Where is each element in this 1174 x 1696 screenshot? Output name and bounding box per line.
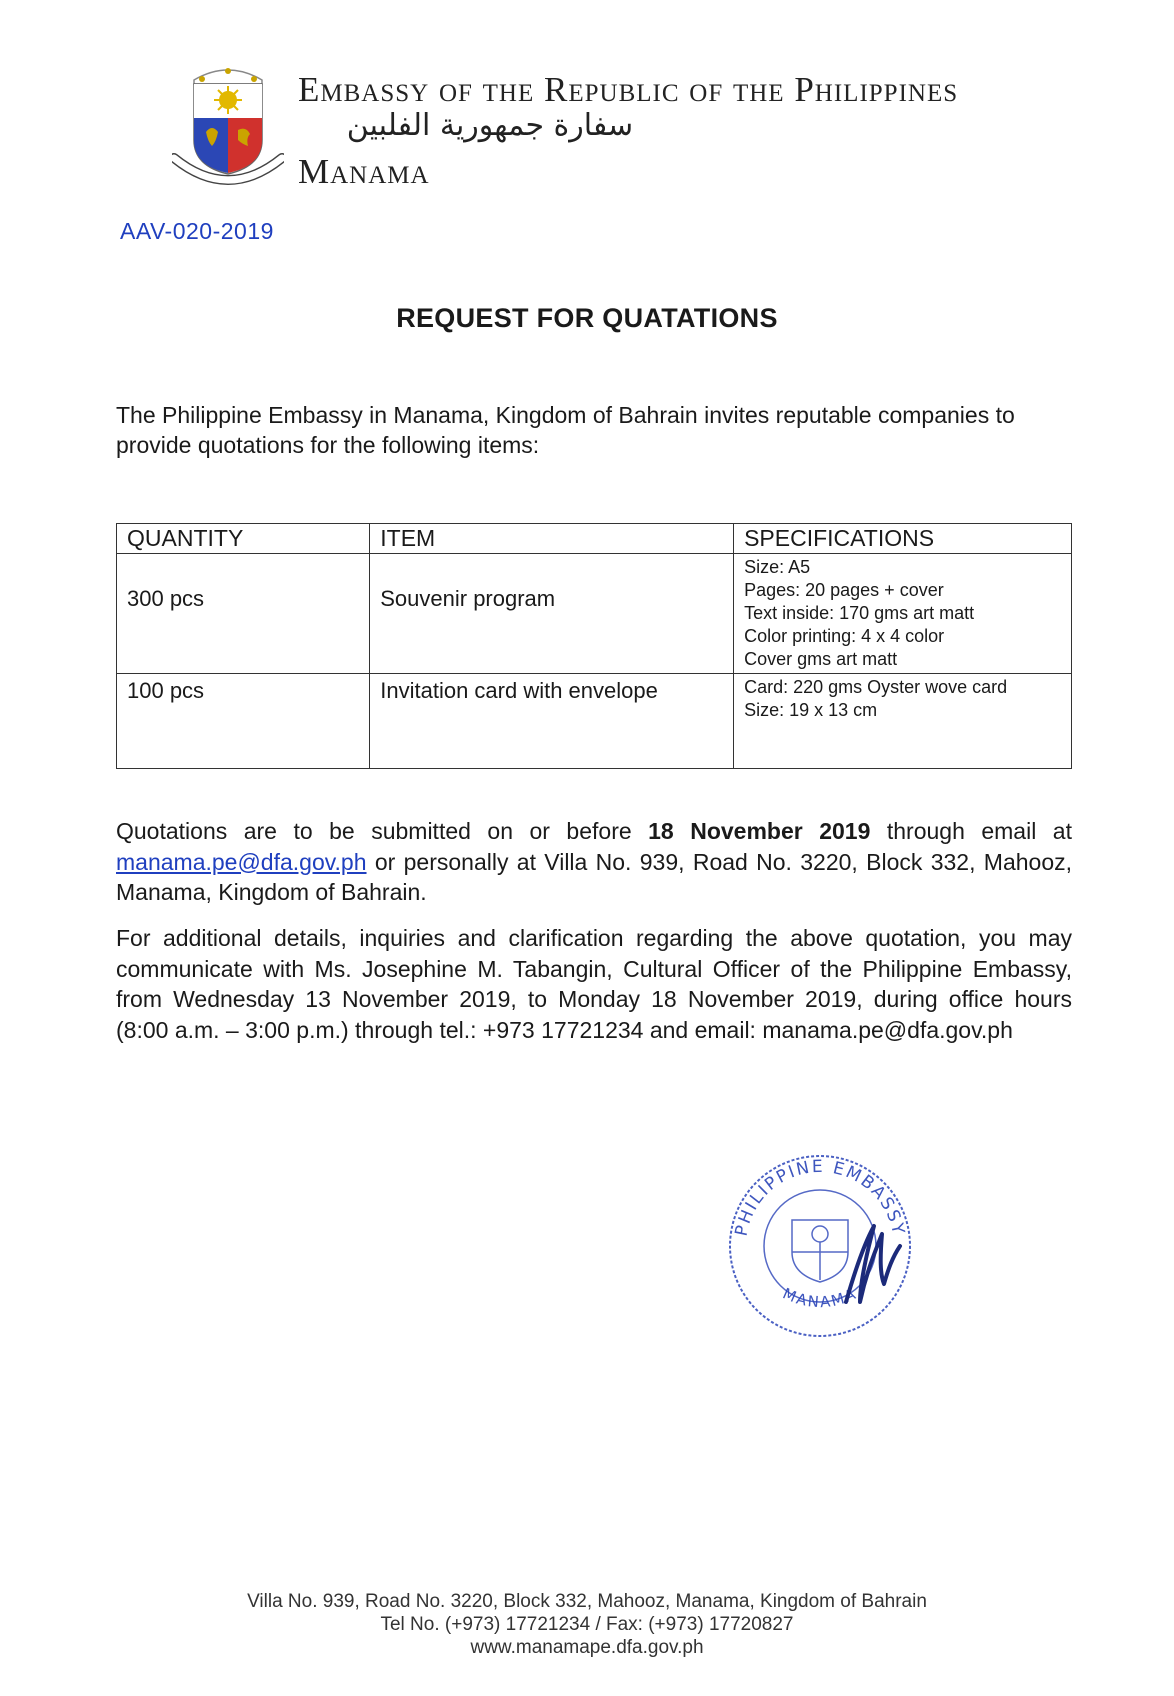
embassy-city: Manama <box>298 152 430 191</box>
philippine-coat-of-arms-icon <box>172 62 284 188</box>
details-paragraph: For additional details, inquiries and clarification regarding the above quotation, you may communicate with Ms. Josephine M. Tabangin, Cultural Officer of the Philippine Embassy, from Wednesday 13 November 2019, to Monday 18 November 2019, during office hours (8:00 a.m. – 3:00 p.m.) through tel.: +973 17721234 and email: manama.pe@dfa.gov.ph <box>116 925 1072 1043</box>
table-header-row <box>117 524 1072 554</box>
spec-line: Card: 220 gms Oyster wove card <box>744 677 1008 697</box>
header-item: ITEM <box>370 524 734 554</box>
spec-line: Size: A5 <box>744 557 811 577</box>
footer-phone: Tel No. (+973) 17721234 / Fax: (+973) 17720827 <box>380 1614 794 1635</box>
spec-line: Pages: 20 pages + cover <box>744 580 944 600</box>
footer-website: www.manamape.dfa.gov.ph <box>470 1637 704 1658</box>
item-cell: Invitation card with envelope <box>370 674 734 769</box>
embassy-name: Embassy of the Republic of the Philippines <box>298 70 959 109</box>
stamp-emblem-icon <box>792 1220 848 1282</box>
spec-line: Size: 19 x 13 cm <box>744 700 878 720</box>
intro-paragraph: The Philippine Embassy in Manama, Kingdom of Bahrain invites reputable companies to provide quotations for the following items: <box>116 402 1015 458</box>
quantity-cell: 100 pcs <box>117 674 370 769</box>
stamp-bottom-text: MANAMA <box>780 1284 860 1312</box>
submission-text: or personally at Villa No. 939, Road No. 3220, Block 332, Mahooz, Manama, Kingdom of Bahrain. <box>116 848 1072 905</box>
specifications-cell <box>734 674 1072 769</box>
quantity-cell: 300 pcs <box>117 554 370 674</box>
submission-text: through email at <box>870 818 1072 844</box>
spec-line: Color printing: 4 x 4 color <box>744 626 945 646</box>
header-specifications: SPECIFICATIONS <box>734 524 1072 554</box>
reference-number: AAV-020-2019 <box>120 218 274 244</box>
table-row <box>117 554 1072 674</box>
spec-line: Text inside: 170 gms art matt <box>744 603 975 623</box>
spec-line: Cover gms art matt <box>744 649 898 669</box>
stamp-top-text: PHILIPPINE EMBASSY <box>731 1156 909 1238</box>
embassy-stamp <box>714 1134 926 1346</box>
email-link[interactable]: manama.pe@dfa.gov.ph <box>116 848 367 875</box>
items-table <box>116 523 1072 769</box>
footer-address: Villa No. 939, Road No. 3220, Block 332, Mahooz, Manama, Kingdom of Bahrain <box>247 1591 927 1612</box>
table-row <box>117 674 1072 769</box>
item-cell: Souvenir program <box>370 554 734 674</box>
submission-paragraph <box>116 816 1072 908</box>
footer <box>0 1590 1174 1659</box>
embassy-name-arabic: سفارة جمهورية الفلبين <box>346 108 634 143</box>
submission-text: Quotations are to be submitted on or before <box>116 818 649 844</box>
submission-deadline: 18 November 2019 <box>648 818 871 844</box>
document-title: REQUEST FOR QUATATIONS <box>396 303 778 333</box>
specifications-cell <box>734 554 1072 674</box>
header-quantity: QUANTITY <box>117 524 370 554</box>
